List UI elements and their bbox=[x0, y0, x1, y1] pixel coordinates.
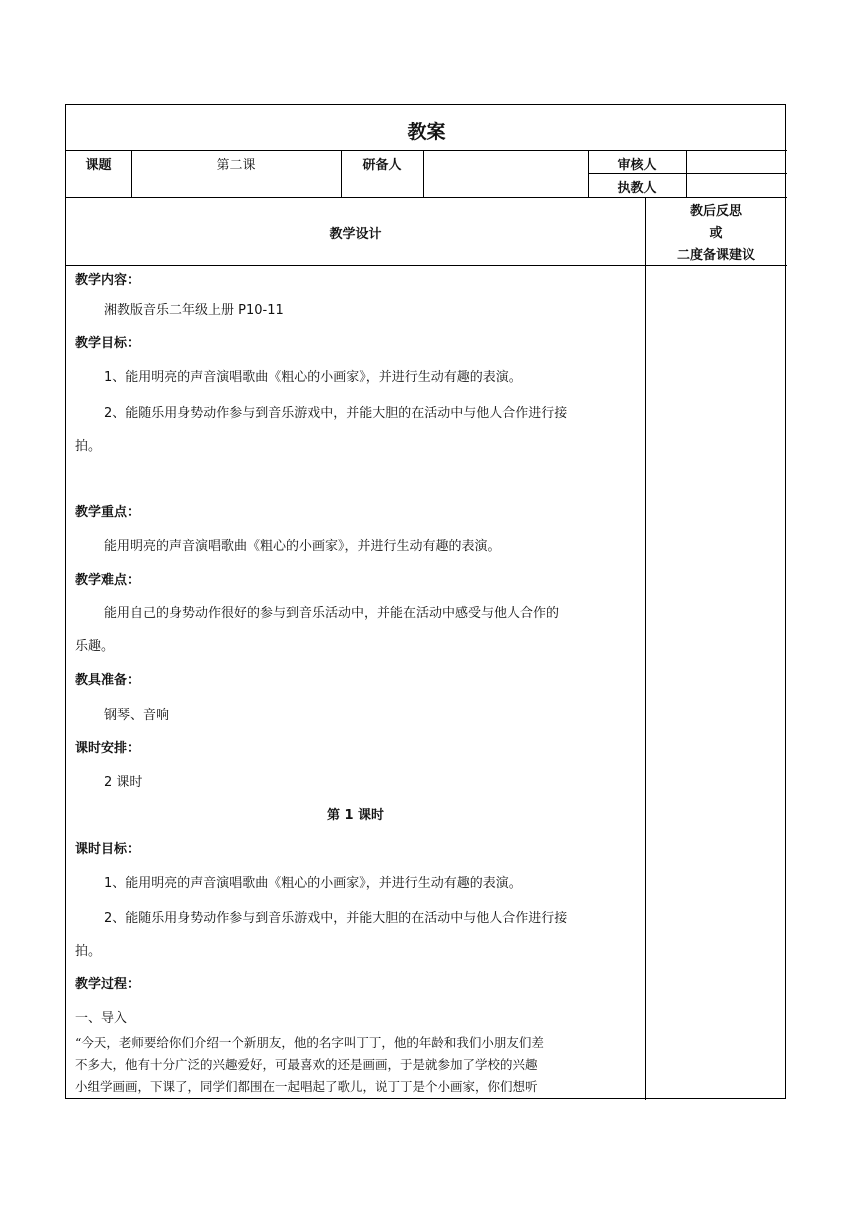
teaching-design-heading: 教学设计 bbox=[329, 227, 382, 242]
intro-paragraph bbox=[75, 1032, 641, 1098]
tools-text: 钢琴、音响 bbox=[104, 708, 170, 723]
reflection-line: 二度备课建议 bbox=[676, 248, 755, 263]
reviewer-label: 审核人 bbox=[617, 158, 657, 173]
row-divider bbox=[66, 150, 787, 151]
intro-line: 小组学画画，下课了，同学们都围在一起唱起了歌儿，说丁丁是个小画家，你们想听 bbox=[75, 1079, 538, 1094]
section-heading-schedule: 课时安排： bbox=[75, 741, 141, 756]
lesson-goal-item: 2、能随乐用身势动作参与到音乐游戏中，并能大胆的在活动中与他人合作进行接 bbox=[104, 911, 568, 926]
section-heading-process: 教学过程： bbox=[75, 977, 141, 992]
topic-label: 课题 bbox=[85, 158, 112, 173]
reflection-line: 教后反思 bbox=[689, 204, 742, 219]
lesson-plan-table bbox=[65, 104, 786, 1099]
topic-value: 第二课 bbox=[216, 158, 256, 173]
row-divider bbox=[588, 173, 787, 174]
col-divider bbox=[686, 150, 687, 197]
page-title: 教案 bbox=[407, 121, 446, 143]
goal-item-continued: 拍。 bbox=[75, 439, 102, 454]
section-heading-difficulty: 教学难点： bbox=[75, 573, 141, 588]
reflection-heading bbox=[645, 201, 787, 267]
goal-item: 2、能随乐用身势动作参与到音乐游戏中，并能大胆的在活动中与他人合作进行接 bbox=[104, 406, 568, 421]
difficulty-text: 能用自己的身势动作很好的参与到音乐活动中，并能在活动中感受与他人合作的 bbox=[104, 606, 560, 621]
key-text: 能用明亮的声音演唱歌曲《粗心的小画家》，并进行生动有趣的表演。 bbox=[104, 539, 501, 554]
preparer-label: 研备人 bbox=[362, 158, 402, 173]
reflection-line: 或 bbox=[709, 226, 723, 241]
content-text: 湘教版音乐二年级上册 P10-11 bbox=[104, 303, 284, 318]
lesson-goal-item-continued: 拍。 bbox=[75, 944, 102, 959]
intro-heading: 一、导入 bbox=[75, 1011, 128, 1026]
col-divider bbox=[423, 150, 424, 197]
teacher-label: 执教人 bbox=[617, 181, 657, 196]
section-heading-tools: 教具准备： bbox=[75, 673, 141, 688]
section-heading-lesson-goals: 课时目标： bbox=[75, 842, 141, 857]
intro-line: 不多大，他有十分广泛的兴趣爱好，可最喜欢的还是画画，于是就参加了学校的兴趣 bbox=[75, 1057, 538, 1072]
section-heading-content: 教学内容： bbox=[75, 273, 141, 288]
intro-line: “今天，老师要给你们介绍一个新朋友，他的名字叫丁丁，他的年龄和我们小朋友们差 bbox=[75, 1035, 544, 1050]
row-divider bbox=[66, 197, 787, 198]
difficulty-text-continued: 乐趣。 bbox=[75, 639, 115, 654]
lesson-goal-item: 1、能用明亮的声音演唱歌曲《粗心的小画家》，并进行生动有趣的表演。 bbox=[104, 876, 522, 891]
section-heading-key: 教学重点： bbox=[75, 505, 141, 520]
section-heading-goals: 教学目标： bbox=[75, 336, 141, 351]
schedule-text: 2 课时 bbox=[104, 775, 143, 790]
lesson-heading: 第 1 课时 bbox=[326, 808, 385, 823]
col-divider bbox=[645, 197, 646, 1100]
goal-item: 1、能用明亮的声音演唱歌曲《粗心的小画家》，并进行生动有趣的表演。 bbox=[104, 370, 522, 385]
